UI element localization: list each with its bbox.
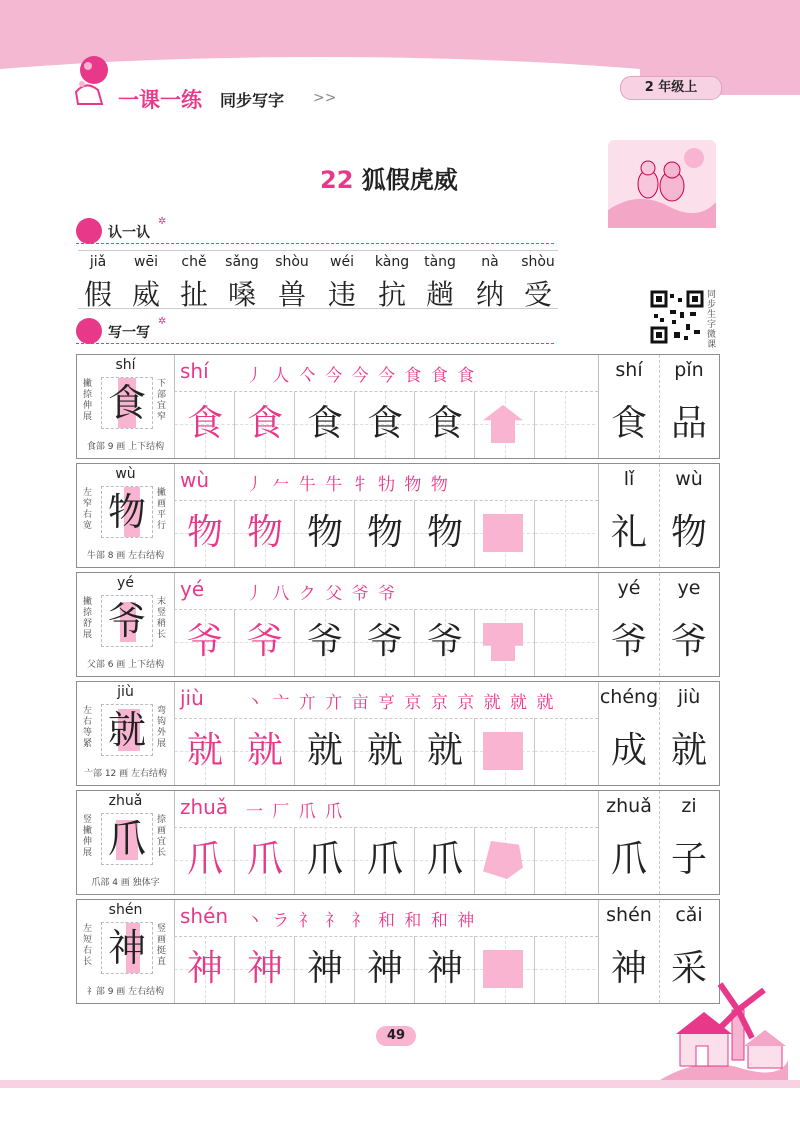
- radical-info: 爪部 4 画 独体字: [91, 878, 160, 888]
- trace-character: 就: [246, 730, 283, 771]
- word-character: 成: [610, 730, 647, 771]
- star-icon: ✲: [158, 316, 167, 327]
- model-character: 爷: [107, 599, 146, 643]
- model-grid: [101, 486, 153, 538]
- read-pinyin: sǎng: [225, 254, 259, 270]
- trace-character: 食: [366, 403, 403, 444]
- radical-info: 礻部 9 画 左右结构: [86, 987, 165, 997]
- trace-character: 爷: [366, 621, 403, 662]
- practice-pinyin: shén: [180, 904, 229, 928]
- qr-code-icon[interactable]: [650, 290, 704, 344]
- trace-character: 神: [306, 948, 343, 989]
- trace-character: 食: [426, 403, 463, 444]
- word-character: 食: [610, 403, 647, 444]
- practice-cell[interactable]: [474, 718, 535, 785]
- ghost-shape: [483, 514, 523, 552]
- word-pinyin: ye: [677, 577, 701, 599]
- ghost-shape: [483, 950, 523, 988]
- stroke-order: 丿 𠂉 牛 牛 牜 牞 物 物: [246, 475, 450, 495]
- section-write-header: [76, 318, 556, 344]
- trace-character: 神: [186, 948, 223, 989]
- read-pinyin: tàng: [424, 254, 456, 270]
- stroke-order: 丶 ラ 礻 礻 礻 和 和 和 神: [246, 911, 477, 931]
- model-character: 物: [107, 490, 146, 534]
- lesson-name: 狐假虎威: [361, 166, 458, 194]
- practice-cells: [174, 718, 598, 785]
- practice-cell[interactable]: [414, 936, 475, 1003]
- radical-info: 亠部 12 画 左右结构: [83, 769, 168, 779]
- practice-cell[interactable]: [234, 718, 295, 785]
- practice-cell[interactable]: [534, 936, 595, 1003]
- practice-area: [174, 355, 598, 458]
- writing-tip-right: 竖画挺直: [157, 924, 167, 967]
- read-pinyin: jiǎ: [89, 254, 107, 270]
- trace-character: 爪: [426, 839, 463, 880]
- model-pinyin: shén: [108, 902, 143, 918]
- bottom-band: [0, 1080, 800, 1088]
- practice-area: [174, 682, 598, 785]
- practice-cell[interactable]: [294, 500, 355, 567]
- writing-tip-left: 左右等紧: [83, 706, 93, 749]
- read-hanzi: 威: [131, 278, 160, 311]
- practice-pinyin: jiù: [180, 686, 204, 710]
- word-character: 神: [610, 948, 647, 989]
- model-grid: [101, 813, 153, 865]
- word-character: 爷: [670, 621, 707, 662]
- practice-pinyin: zhuǎ: [180, 795, 229, 819]
- trace-character: 食: [246, 403, 283, 444]
- stroke-order: 丿 八 ク 父 爷 爷: [246, 584, 398, 604]
- word-pinyin: pǐn: [674, 359, 704, 381]
- section-divider: [76, 343, 554, 345]
- practice-cell[interactable]: [174, 609, 235, 676]
- practice-cell[interactable]: [294, 827, 355, 894]
- star-icon: ✲: [158, 216, 167, 227]
- practice-pinyin: yé: [180, 577, 205, 601]
- read-pinyin: wēi: [134, 254, 158, 270]
- practice-cell[interactable]: [234, 500, 295, 567]
- grade-badge: 2 年级上: [620, 76, 722, 100]
- word-pinyin: shí: [615, 359, 643, 381]
- word-pinyin: cǎi: [675, 904, 703, 926]
- lesson-title: [320, 160, 458, 195]
- model-character: 就: [107, 708, 146, 752]
- read-pinyin: wéi: [330, 254, 354, 270]
- practice-cells: [174, 827, 598, 894]
- read-pinyin: kàng: [374, 254, 410, 270]
- practice-cell[interactable]: [174, 936, 235, 1003]
- guide-line-top: [78, 250, 558, 252]
- trace-character: 神: [246, 948, 283, 989]
- section-read-label: 认一认: [108, 225, 150, 241]
- model-panel: [77, 464, 175, 567]
- practice-cell[interactable]: [354, 827, 415, 894]
- trace-character: 物: [246, 512, 283, 553]
- practice-cell[interactable]: [414, 827, 475, 894]
- word-character: 采: [670, 948, 707, 989]
- writing-block: [76, 354, 720, 459]
- writing-block: [76, 790, 720, 895]
- trace-character: 爪: [246, 839, 283, 880]
- trace-character: 神: [426, 948, 463, 989]
- read-pinyin: chě: [181, 254, 207, 270]
- stroke-order: 丶 亠 亣 亣 亩 亨 京 京 京 就 就 就: [246, 693, 556, 713]
- practice-cell[interactable]: [294, 718, 355, 785]
- word-cell[interactable]: [599, 391, 659, 458]
- practice-cell[interactable]: [294, 391, 355, 458]
- practice-cell[interactable]: [294, 609, 355, 676]
- practice-cell[interactable]: [534, 391, 595, 458]
- read-pinyin: shòu: [521, 254, 555, 270]
- practice-cell[interactable]: [414, 391, 475, 458]
- practice-cell[interactable]: [474, 936, 535, 1003]
- word-character: 就: [670, 730, 707, 771]
- practice-cell[interactable]: [174, 500, 235, 567]
- model-grid: [101, 922, 153, 974]
- ghost-shape: [483, 623, 523, 661]
- model-character: 食: [107, 381, 146, 425]
- trace-character: 物: [186, 512, 223, 553]
- word-character: 子: [670, 839, 707, 880]
- writing-tip-left: 撇捺伸展: [83, 379, 93, 422]
- practice-pinyin: wù: [180, 468, 210, 492]
- practice-cell[interactable]: [354, 391, 415, 458]
- practice-cell[interactable]: [414, 718, 475, 785]
- word-panel: [598, 464, 720, 567]
- writing-tip-left: 撇捺舒展: [83, 597, 93, 640]
- practice-cell[interactable]: [354, 936, 415, 1003]
- practice-cell[interactable]: [294, 936, 355, 1003]
- trace-character: 就: [306, 730, 343, 771]
- practice-pinyin: shí: [180, 359, 209, 383]
- trace-character: 就: [366, 730, 403, 771]
- trace-character: 爷: [186, 621, 223, 662]
- word-pinyin: lǐ: [623, 468, 635, 490]
- read-hanzi: 趟: [425, 278, 454, 311]
- section-read-header: [76, 218, 556, 244]
- practice-cell[interactable]: [354, 718, 415, 785]
- read-hanzi: 抗: [377, 278, 406, 311]
- word-character: 爪: [610, 839, 647, 880]
- grid-guide: [535, 751, 595, 752]
- practice-cell[interactable]: [354, 500, 415, 567]
- practice-area: [174, 464, 598, 567]
- read-hanzi: 扯: [179, 278, 208, 311]
- read-pinyin: nà: [481, 254, 499, 270]
- fox-tiger-illustration: [608, 140, 716, 228]
- stroke-order: 丿 人 亽 今 今 今 食 食 食: [246, 366, 477, 386]
- read-pinyin: shòu: [275, 254, 309, 270]
- practice-cell[interactable]: [174, 718, 235, 785]
- practice-cell[interactable]: [474, 391, 535, 458]
- read-hanzi: 兽: [277, 278, 306, 311]
- model-grid: [101, 704, 153, 756]
- writing-block: [76, 463, 720, 568]
- brand-title: 一课一练: [118, 88, 202, 112]
- trace-character: 食: [186, 403, 223, 444]
- word-cell[interactable]: [599, 609, 659, 676]
- guide-line-bottom: [78, 308, 558, 310]
- model-pinyin: yé: [117, 575, 134, 591]
- practice-area: [174, 791, 598, 894]
- word-panel: [598, 573, 720, 676]
- model-grid: [101, 377, 153, 429]
- radical-info: 牛部 8 画 左右结构: [86, 551, 165, 561]
- practice-cell[interactable]: [234, 827, 295, 894]
- ghost-shape: [483, 732, 523, 770]
- word-character: 物: [670, 512, 707, 553]
- grid-guide: [535, 642, 595, 643]
- trace-character: 就: [186, 730, 223, 771]
- windmill-house-illustration: [660, 960, 788, 1080]
- mascot-icon: [68, 52, 116, 106]
- lesson-number: 22: [320, 166, 354, 194]
- radical-info: 食部 9 画 上下结构: [86, 442, 165, 452]
- word-pinyin: yé: [617, 577, 641, 599]
- trace-character: 物: [426, 512, 463, 553]
- model-panel: [77, 355, 175, 458]
- model-pinyin: jiù: [117, 684, 134, 700]
- practice-cell[interactable]: [414, 609, 475, 676]
- practice-cell[interactable]: [174, 827, 235, 894]
- word-character: 爷: [610, 621, 647, 662]
- stroke-order: 一 厂 爪 爪: [246, 802, 345, 822]
- trace-character: 物: [366, 512, 403, 553]
- practice-cell[interactable]: [474, 609, 535, 676]
- backpack-icon: [76, 218, 102, 244]
- practice-area: [174, 900, 598, 1003]
- read-hanzi: 违: [327, 278, 356, 311]
- model-pinyin: zhuǎ: [108, 793, 143, 809]
- practice-cell[interactable]: [174, 391, 235, 458]
- model-grid: [101, 595, 153, 647]
- practice-cells: [174, 391, 598, 458]
- practice-cell[interactable]: [534, 718, 595, 785]
- brand-subtitle: 同步写字: [220, 91, 285, 110]
- word-cell[interactable]: [659, 609, 719, 676]
- word-cell[interactable]: [599, 718, 659, 785]
- word-panel: [598, 791, 720, 894]
- word-cell[interactable]: [659, 827, 719, 894]
- model-character: 爪: [107, 817, 146, 861]
- grid-guide: [535, 533, 595, 534]
- word-pinyin: wù: [675, 468, 703, 490]
- word-cell[interactable]: [599, 500, 659, 567]
- word-pinyin: zi: [681, 795, 697, 817]
- writing-tip-left: 左窄右宽: [83, 488, 93, 531]
- word-panel: [598, 682, 720, 785]
- trace-character: 食: [306, 403, 343, 444]
- practice-cell[interactable]: [474, 827, 535, 894]
- practice-cell[interactable]: [234, 391, 295, 458]
- practice-cell[interactable]: [474, 500, 535, 567]
- model-character: 神: [107, 926, 146, 970]
- word-cell[interactable]: [659, 391, 719, 458]
- writing-block: [76, 572, 720, 677]
- practice-cell[interactable]: [534, 500, 595, 567]
- ghost-shape: [483, 841, 523, 879]
- grid-guide: [535, 424, 595, 425]
- radical-info: 父部 6 画 上下结构: [86, 660, 165, 670]
- section-divider: [76, 243, 554, 245]
- model-panel: [77, 682, 175, 785]
- trace-character: 神: [366, 948, 403, 989]
- model-panel: [77, 900, 175, 1003]
- brand-arrow: >>: [313, 90, 337, 106]
- practice-cells: [174, 609, 598, 676]
- trace-character: 爷: [426, 621, 463, 662]
- writing-tip-right: 末竖稍长: [157, 597, 167, 640]
- trace-character: 物: [306, 512, 343, 553]
- section-write-label: 写一写: [108, 325, 150, 341]
- practice-cells: [174, 936, 598, 1003]
- trace-character: 爪: [366, 839, 403, 880]
- trace-character: 就: [426, 730, 463, 771]
- word-cell[interactable]: [659, 500, 719, 567]
- writing-block: [76, 899, 720, 1004]
- writing-block: [76, 681, 720, 786]
- trace-character: 爷: [306, 621, 343, 662]
- word-pinyin: shén: [606, 904, 652, 926]
- writing-tip-right: 捺画宜长: [157, 815, 167, 858]
- word-cell[interactable]: [599, 827, 659, 894]
- read-hanzi: 受: [523, 278, 552, 311]
- practice-area: [174, 573, 598, 676]
- trace-character: 爷: [246, 621, 283, 662]
- practice-cells: [174, 500, 598, 567]
- writing-tip-right: 弯钩外展: [157, 706, 167, 749]
- word-cell[interactable]: [599, 936, 659, 1003]
- word-character: 礼: [610, 512, 647, 553]
- model-pinyin: wù: [115, 466, 136, 482]
- word-cell[interactable]: [659, 718, 719, 785]
- word-pinyin: jiù: [677, 686, 701, 708]
- practice-cell[interactable]: [534, 827, 595, 894]
- word-pinyin: chéng: [599, 686, 659, 708]
- trace-character: 爪: [186, 839, 223, 880]
- writing-tip-left: 竖撇伸展: [83, 815, 93, 858]
- word-pinyin: zhuǎ: [606, 795, 652, 817]
- writing-tip-right: 撇画平行: [157, 488, 167, 531]
- practice-cell[interactable]: [354, 609, 415, 676]
- qr-caption: 同步生字微课: [707, 290, 717, 350]
- grid-guide: [535, 860, 595, 861]
- grid-guide: [535, 969, 595, 970]
- read-hanzi: 嗓: [227, 278, 256, 311]
- word-panel: [598, 355, 720, 458]
- practice-cell[interactable]: [414, 500, 475, 567]
- trace-character: 爪: [306, 839, 343, 880]
- model-panel: [77, 791, 175, 894]
- practice-cell[interactable]: [534, 609, 595, 676]
- model-panel: [77, 573, 175, 676]
- read-hanzi: 假: [83, 278, 112, 311]
- practice-cell[interactable]: [234, 936, 295, 1003]
- model-pinyin: shí: [115, 357, 136, 373]
- word-character: 品: [670, 403, 707, 444]
- practice-cell[interactable]: [234, 609, 295, 676]
- pencil-icon: [76, 318, 102, 344]
- writing-tip-right: 下部宜窄: [157, 379, 167, 422]
- page-number: 49: [376, 1026, 416, 1046]
- writing-tip-left: 左短右长: [83, 924, 93, 967]
- read-hanzi: 纳: [475, 278, 504, 311]
